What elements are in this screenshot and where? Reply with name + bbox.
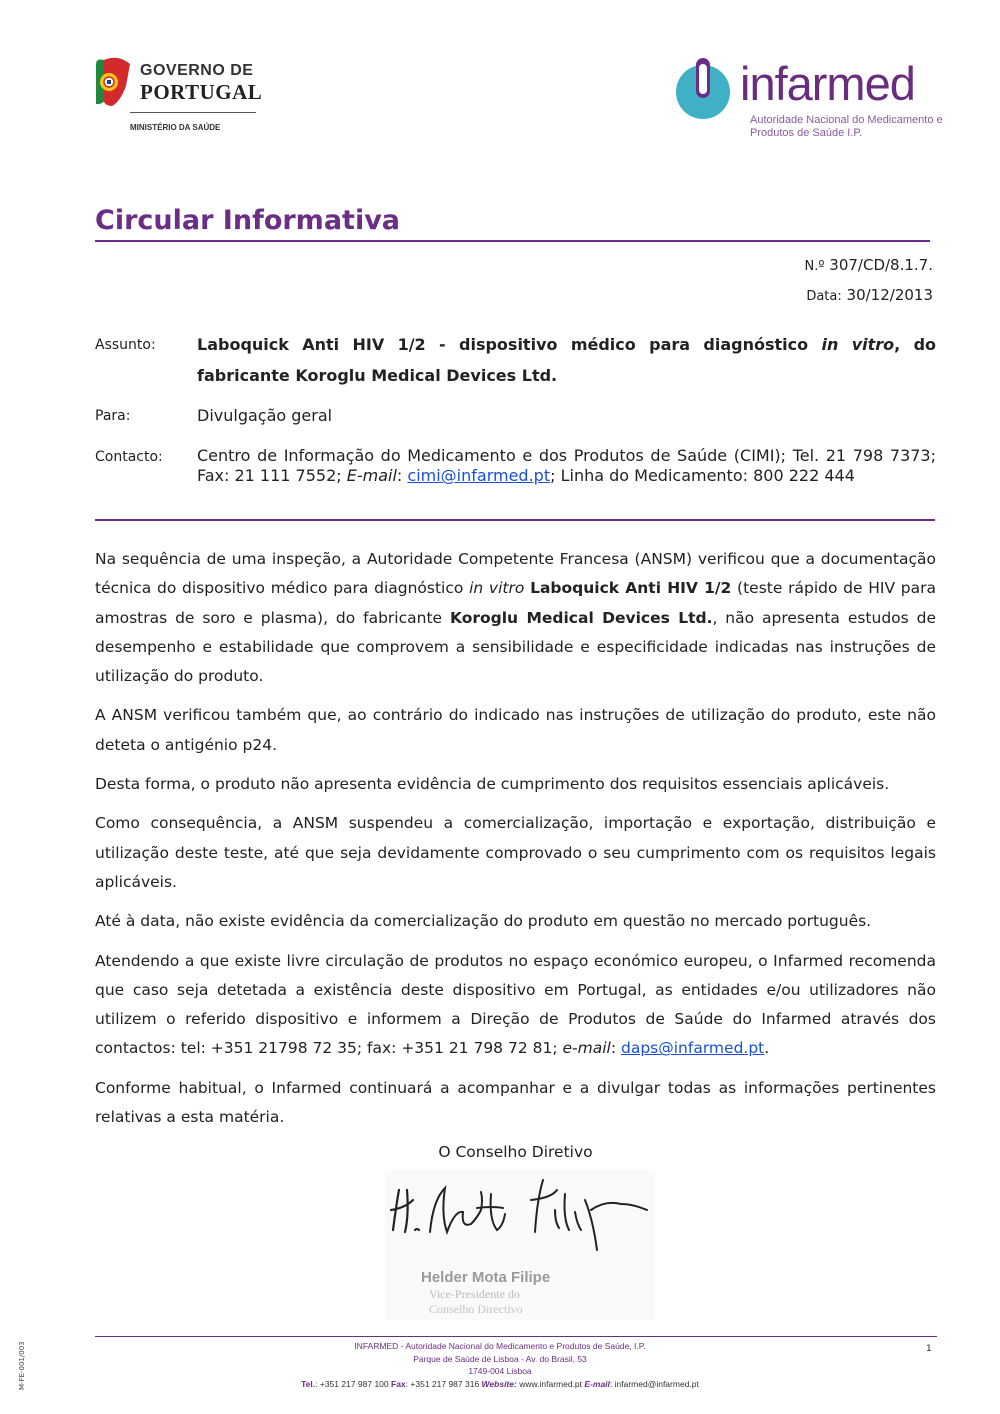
paragraph-5: Até à data, não existe evidência da comercialização do produto em questão no mercado português.	[95, 912, 872, 931]
footer-line-2: Parque de Saúde de Lisboa - Av. do Brasil, 53	[413, 1353, 587, 1364]
contacto-sep: :	[396, 466, 408, 485]
paragraph-1	[95, 545, 936, 691]
infarmed-logo	[672, 54, 942, 146]
p1-text-3: , não apresenta estudos de desempenho e estabilidade que comprovem a sensibilidade e especificidade indicadas nas instruções de utilização do produto.	[95, 608, 936, 686]
infarmed-mark-icon	[672, 58, 734, 120]
signoff: O Conselho Diretivo	[438, 1143, 593, 1161]
portugal-emblem-icon	[92, 56, 134, 112]
stamp-role-2: Conselho Directivo	[429, 1302, 523, 1316]
assunto-value	[197, 329, 936, 391]
p6-text: Atendendo a que existe livre circulação de produtos no espaço económico europeu, o Infarmed recomenda que caso seja detetada a existência deste dispositivo em Portugal, as entidades e/ou utilizadores não utilizem o referido dispositivo e informem a Direção de Produtos de Saúde do Infarmed através dos contactos: tel: +351 21798 72 35; fax: +351 21 798 72 81;	[95, 951, 936, 1058]
meta-divider	[95, 519, 935, 521]
paragraph-2: A ANSM verificou também que, ao contrário do indicado nas instruções de utilização do produto, este não deteta o antigénio p24.	[95, 706, 936, 754]
stamp-name: Helder Mota Filipe	[421, 1269, 551, 1286]
p6-sep: :	[610, 1039, 621, 1058]
governo-portugal-logo	[92, 54, 262, 139]
gov-divider	[130, 112, 256, 113]
footer-web[interactable]: www.infarmed.pt	[516, 1378, 585, 1389]
footer	[200, 1340, 800, 1390]
footer-contacts	[200, 1378, 800, 1391]
number-label: N.º	[804, 259, 825, 274]
gov-line2: PORTUGAL	[140, 80, 263, 104]
para-label: Para:	[95, 408, 131, 424]
footer-tel-label: Tel.	[301, 1378, 316, 1389]
infarmed-subtitle: Autoridade Nacional do Medicamento e Produtos de Saúde I.P.	[750, 114, 943, 139]
footer-email-label: E-mail	[584, 1378, 610, 1389]
footer-line-3: 1749-004 Lisboa	[468, 1366, 532, 1376]
stamp-role-1: Vice-Presidente do	[429, 1287, 520, 1301]
assunto-text-end: , do fabricante Koroglu Medical Devices Ltd.	[197, 335, 937, 385]
page-title: Circular Informativa	[95, 205, 401, 236]
p1-text: Na sequência de uma inspeção, a Autoridade Competente Francesa (ANSM) verificou que a documentação técnica do dispositivo médico para diagnóstico	[95, 550, 936, 598]
p6-end: .	[764, 1039, 770, 1058]
date-label: Data:	[806, 289, 842, 304]
footer-fax-label: Fax	[391, 1378, 406, 1389]
contacto-email-label: E-mail	[346, 466, 397, 485]
contacto-text: Centro de Informação do Medicamento e dos Produtos de Saúde (CIMI); Tel. 21 798 7373; Fax: 21 111 7552;	[197, 446, 936, 485]
circular-date	[806, 286, 933, 304]
paragraph-3: Desta forma, o produto não apresenta evidência de cumprimento dos requisitos essenciais aplicáveis.	[95, 775, 890, 794]
page-number: 1	[926, 1344, 932, 1354]
contacto-value	[197, 446, 936, 486]
assunto-italic: in vitro	[821, 335, 895, 354]
footer-web-label: Website:	[481, 1378, 517, 1389]
assunto-label: Assunto:	[95, 337, 156, 353]
footer-line-1: INFARMED - Autoridade Nacional do Medicamento e Produtos de Saúde, I.P.	[354, 1341, 646, 1351]
footer-tel: : +351 217 987 100	[315, 1378, 392, 1389]
paragraph-4: Como consequência, a ANSM suspendeu a comercialização, importação e exportação, distribuição e utilização deste teste, até que seja devidamente comprovado o seu cumprimento com os requisitos legais aplicáveis.	[95, 814, 936, 891]
circular-number	[805, 256, 933, 274]
contacto-text-end: ; Linha do Medicamento: 800 222 444	[550, 466, 855, 485]
footer-divider	[95, 1336, 937, 1337]
contacto-label: Contacto:	[95, 449, 163, 465]
paragraph-6	[95, 947, 936, 1064]
p6-email-label: e-mail	[562, 1039, 611, 1058]
gov-ministry: MINISTÉRIO DA SAÚDE	[130, 123, 221, 132]
footer-fax: : +351 217 987 316	[405, 1378, 482, 1389]
infarmed-wordmark: infarmed	[740, 57, 915, 110]
assunto-text: Laboquick Anti HIV 1/2 - dispositivo médico para diagnóstico	[197, 335, 822, 354]
gov-line1: GOVERNO DE	[140, 62, 254, 79]
footer-email[interactable]: : infarmed@infarmed.pt	[609, 1378, 699, 1389]
body-text	[95, 545, 936, 1142]
date-value: 30/12/2013	[846, 286, 933, 304]
p1-italic: in vitro	[469, 579, 525, 598]
paragraph-7: Conforme habitual, o Infarmed continuará a acompanhar e a divulgar todas as informações pertinentes relativas a esta matéria.	[95, 1078, 936, 1127]
daps-email-link[interactable]: daps@infarmed.pt	[621, 1039, 765, 1058]
form-code: M-FE-001/003	[18, 1341, 26, 1390]
p1-text-2: (teste rápido de HIV para amostras de soro e plasma), do fabricante	[95, 579, 936, 627]
para-value: Divulgação geral	[197, 406, 333, 425]
p1-manufacturer: Koroglu Medical Devices Ltd.	[449, 608, 713, 627]
title-divider	[95, 240, 930, 242]
p1-product: Laboquick Anti HIV 1/2	[530, 579, 732, 598]
signature-image	[385, 1170, 655, 1320]
contacto-email-link[interactable]: cimi@infarmed.pt	[407, 466, 551, 485]
number-value: 307/CD/8.1.7.	[829, 256, 933, 274]
